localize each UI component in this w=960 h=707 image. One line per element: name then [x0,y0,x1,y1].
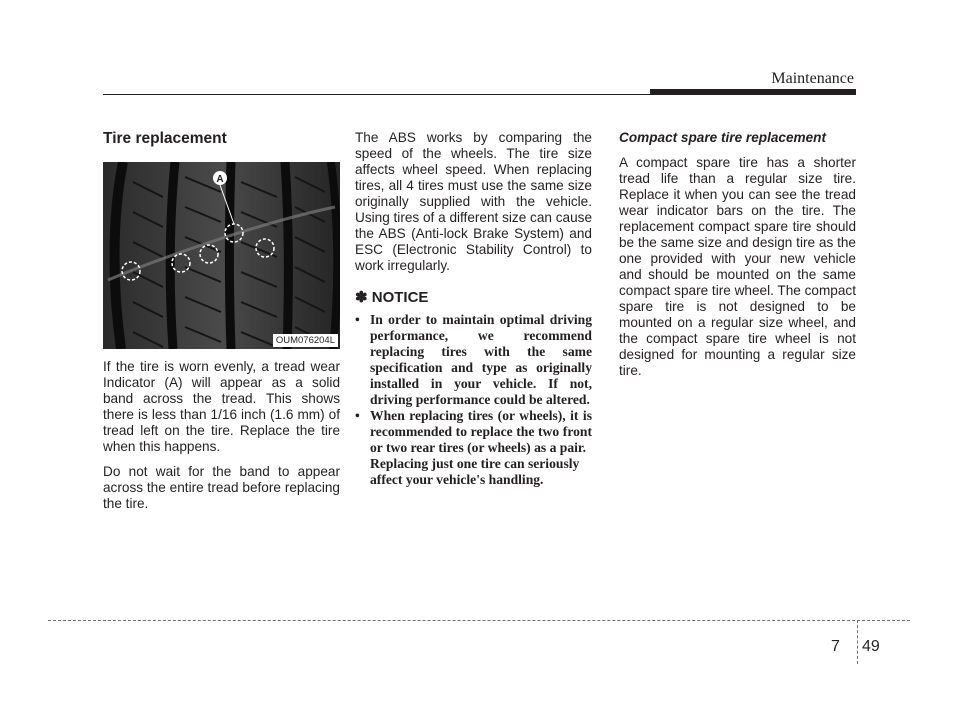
tire-tread-photo [103,162,340,349]
notice-item-text: In order to maintain optimal driving performance, we recommend replacing tires with the same specification and type as originally installed in your vehicle. If not, driving performance could be altered. [370,312,592,407]
compact-spare-heading: Compact spare tire replacement [619,130,827,145]
tread-wear-figure [103,162,340,349]
right-column [619,130,856,388]
tread-indicator-paragraph: If the tire is worn evenly, a tread wear Indicator (A) will appear as a solid band across the tread. This shows there is less than 1/16 inch (1.6 mm) of tread left on the tire. Replace the tire when this happens. [103,359,340,454]
left-column [103,130,340,521]
notice-list [355,312,592,488]
replace-timing-paragraph: Do not wait for the band to appear across the entire tread before replacing the tire. [103,464,340,511]
footer-rule [48,620,910,621]
bullet: • [355,312,360,327]
compact-spare-paragraph: A compact spare tire has a shorter tread life than a regular size tire. Replace it when you can see the tread wear indicator bars on the tire. The replacement compact spare tire should be the same size and design tire as the one provided with your new vehicle and should be mounted on the same compact spare tire wheel. The compact spare tire is not designed to be mounted on a regular size wheel, and the compact spare tire wheel is not designed for mounting a regular size tire. [619,155,856,378]
notice-item-extra: Replacing just one tire can seriously affect your vehicle's handling. [370,456,580,487]
notice-item-text: When replacing tires (or wheels), it is recommended to replace the two front or two rear tires (or wheels) as a pair. [370,408,592,455]
header-rule-bar [650,89,856,95]
chapter-number: 7 [831,638,840,655]
footer-divider [857,620,858,664]
notice-item [355,408,592,488]
bullet: • [355,408,360,423]
header-rule [103,94,653,95]
middle-column [355,130,592,488]
notice-title: ✽ NOTICE [355,289,429,306]
callout-a-label: A [216,174,224,185]
section-title: Maintenance [771,70,854,87]
notice-item [355,312,592,408]
page-number: 49 [862,638,880,655]
figure-code: OUM076204L [273,334,338,347]
abs-paragraph: The ABS works by comparing the speed of the wheels. The tire size affects wheel speed. When replacing tires, all 4 tires must use the same size originally supplied with the vehicle. Using tires of a different size can cause the ABS (Anti-lock Brake System) and ESC (Electronic Stability Control) to work irregularly. [355,130,593,273]
tire-replacement-heading: Tire replacement [103,130,227,147]
